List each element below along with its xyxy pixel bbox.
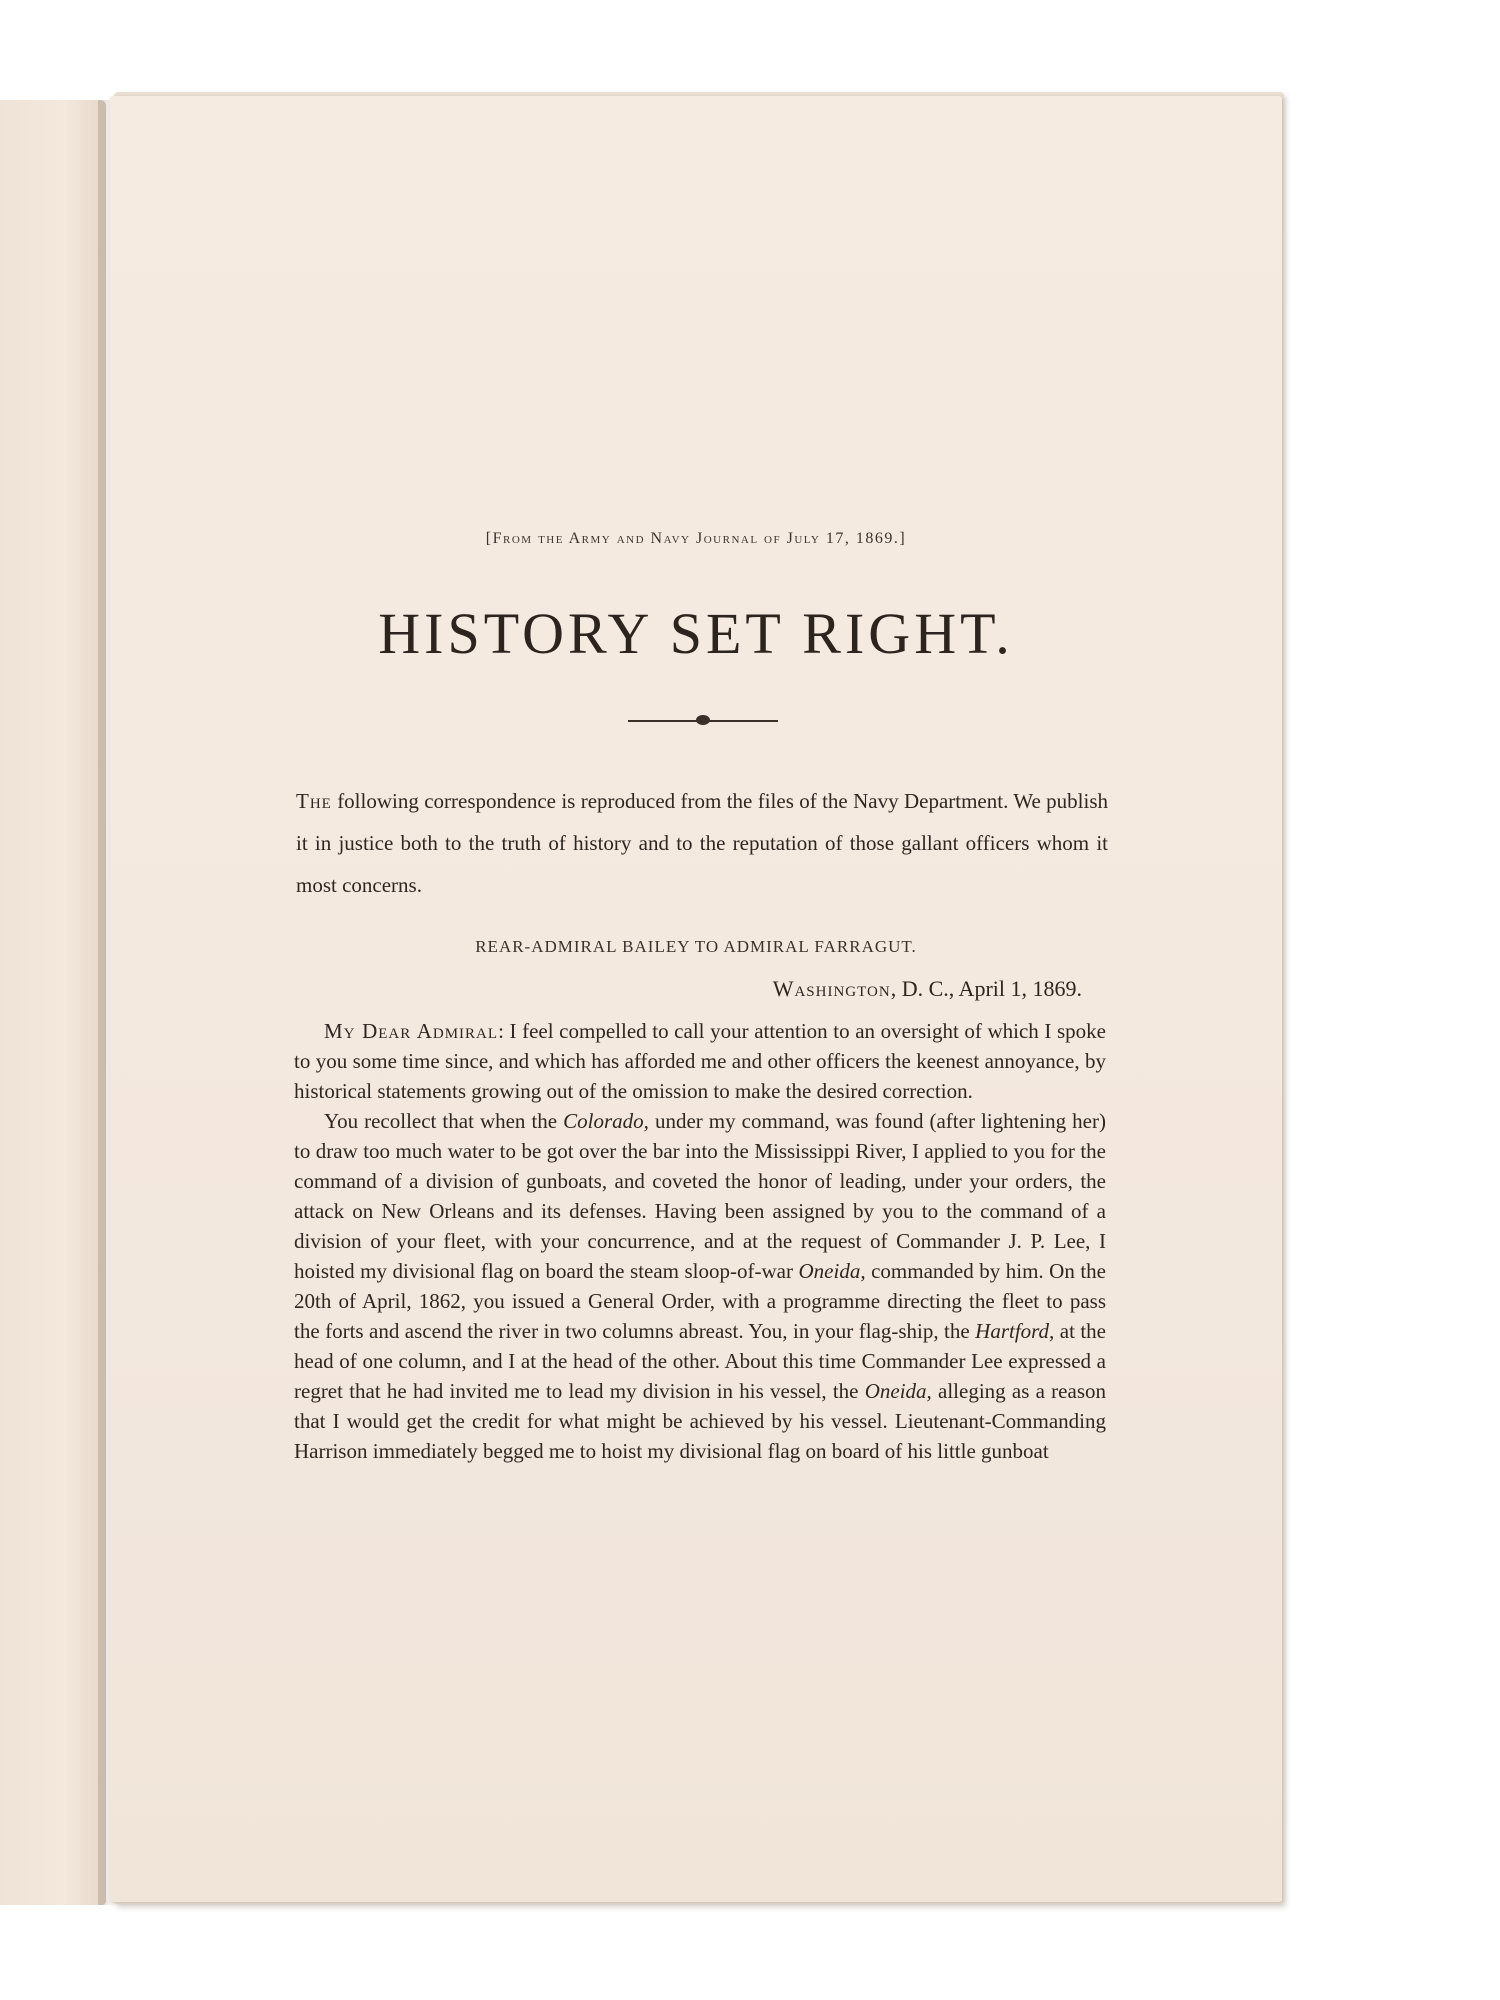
ship-name-colorado: Colorado, — [563, 1109, 649, 1133]
intro-text: following correspondence is reproduced from the files of the Navy Department. We publish it in justice both to the truth of history and to the reputation of those gallant officers whom it most concerns. — [296, 789, 1108, 897]
letter-paragraph-2 — [294, 1106, 1106, 1466]
letter-body — [294, 1016, 1106, 1466]
right-page — [110, 96, 1282, 1902]
dateline-place: Washington — [772, 976, 891, 1001]
page-title: HISTORY SET RIGHT. — [378, 601, 1014, 666]
source-line: [From the Army and Navy Journal of July 17, 1869.] — [485, 530, 907, 547]
letter-heading: REAR-ADMIRAL BAILEY TO ADMIRAL FARRAGUT. — [475, 937, 917, 956]
paragraph-2-part-4: at the head of one column, and I at the head of the other. About this time Commander Lee expressed a regret that he had invited me to lead my division in his vessel, the — [294, 1319, 1107, 1403]
paragraph-2-part-5: alleging as a reason that I would get the credit for what might be achieved by his vessel. Lieutenant-Commanding Harrison immediately begged me to hoist my divisional flag on board of his little gunboat — [294, 1379, 1106, 1463]
paragraph-2-part-2: under my command, was found (after lightening her) to draw too much water to be got over the bar into the Mississippi River, I applied to you for the command of a division of gunboats, and coveted the honor of leading, under your orders, the attack on New Orleans and its defenses. Having been assigned by you to the command of a division of your fleet, with your concurrence, and at the request of Commander J. P. Lee, I hoisted my divisional flag on board the steam sloop-of-war — [294, 1109, 1106, 1283]
ship-name-oneida-2: Oneida, — [864, 1379, 932, 1403]
ship-name-oneida: Oneida, — [798, 1259, 866, 1283]
intro-lead: The — [296, 789, 332, 813]
paragraph-1-text: : I feel compelled to call your attention to an oversight of which I spoke to you some time since, and which has afforded me and other officers the keenest annoyance, by historical statements growing out of the omission to make the desired correction. — [294, 1019, 1107, 1103]
salutation: My Dear Admiral — [324, 1019, 499, 1043]
letter-paragraph-1 — [294, 1016, 1106, 1106]
ornamental-rule-dot — [696, 715, 710, 725]
paragraph-2-part-1: You recollect that when the — [324, 1109, 564, 1133]
left-page — [0, 100, 106, 1905]
paragraph-2-part-3: commanded by him. On the 20th of April, 1862, you issued a General Order, with a programme directing the fleet to pass the forts and ascend the river in two columns abreast. You, in your flag-ship, the — [294, 1259, 1106, 1343]
dateline — [773, 976, 1082, 1002]
ship-name-hartford: Hartford, — [975, 1319, 1055, 1343]
dateline-rest: , D. C., April 1, 1869. — [890, 976, 1082, 1001]
intro-paragraph — [296, 780, 1108, 906]
